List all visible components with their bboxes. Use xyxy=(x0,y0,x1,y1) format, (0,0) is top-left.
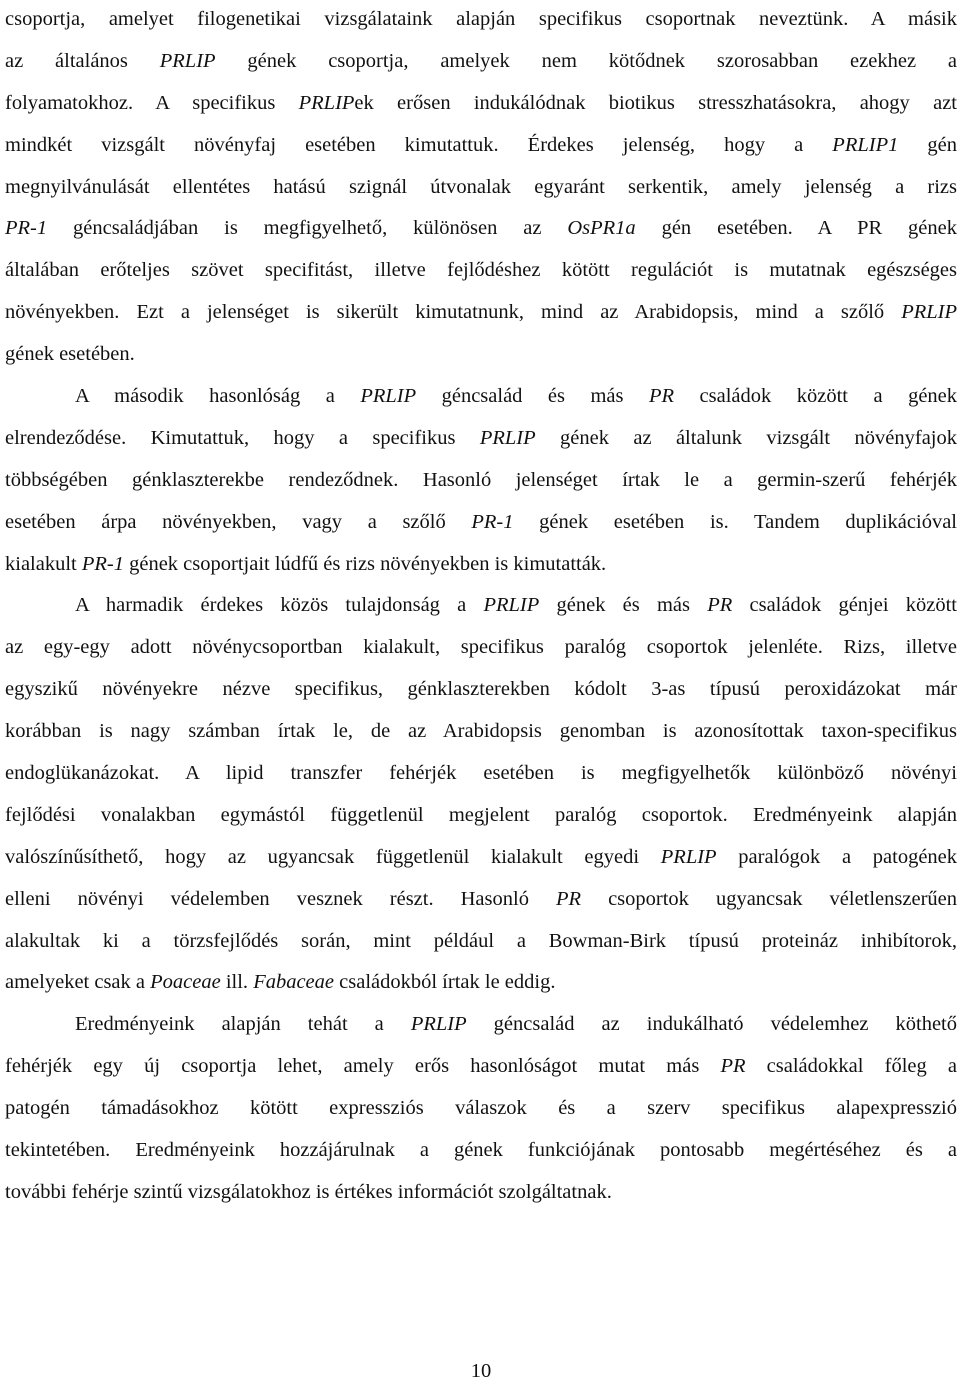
body-text xyxy=(5,0,957,1214)
text-run: további fehérje szintű vizsgálatokhoz is értékes információt szolgáltatnak. xyxy=(5,1180,612,1203)
text-line xyxy=(5,921,957,963)
text-run: folyamatokhoz. A specifikus xyxy=(5,91,299,114)
text-line xyxy=(5,585,957,627)
italic-term: OsPR1a xyxy=(567,217,636,240)
text-run: gének csoportja, amelyek nem kötődnek szorosabban ezekhez a xyxy=(215,49,958,72)
text-run: csoportja, amelyet filogenetikai vizsgálataink alapján specifikus csoportnak neveztünk. A másik xyxy=(5,8,957,30)
document-page xyxy=(5,0,957,1384)
text-line xyxy=(5,208,957,250)
text-line xyxy=(5,795,957,837)
italic-term: Fabaceae xyxy=(253,971,335,994)
text-line xyxy=(5,879,957,921)
text-run: gének csoportjait lúdfű és rizs növényekben is kimutatták. xyxy=(123,552,607,575)
text-run: géncsalád az indukálható védelemhez köthető xyxy=(466,1013,957,1036)
text-line xyxy=(5,376,957,418)
text-line xyxy=(5,334,957,376)
text-run: családokból írtak le eddig. xyxy=(334,971,556,994)
text-line xyxy=(5,711,957,753)
text-line xyxy=(5,1088,957,1130)
italic-term: PRLIP xyxy=(479,426,536,449)
text-run: családokkal főleg a xyxy=(745,1055,958,1078)
italic-term: PR-1 xyxy=(5,217,48,240)
text-run: családok génjei között xyxy=(732,594,958,617)
text-run: az általános xyxy=(5,49,160,72)
text-run: kialakult xyxy=(5,552,82,575)
italic-term: PRLIP xyxy=(483,594,540,617)
text-run: korábban is nagy számban írtak le, de az Arabidopsis genomban is azonosítottak taxon-specifikus xyxy=(5,720,957,743)
page-number: 10 xyxy=(470,1360,492,1382)
text-line xyxy=(5,1046,957,1088)
text-run: géncsaládjában is megfigyelhető, különösen az xyxy=(47,217,568,240)
text-run: esetében árpa növényekben, vagy a szőlő xyxy=(5,510,472,533)
italic-term: PR xyxy=(720,1055,746,1078)
text-run: csoportok ugyancsak véletlenszerűen xyxy=(581,887,958,910)
text-run: géncsalád és más xyxy=(416,385,649,408)
text-run: gén xyxy=(898,133,957,156)
text-line xyxy=(5,41,957,83)
text-run: A második hasonlóság a xyxy=(75,385,361,408)
text-run: tekintetében. Eredményeink hozzájárulnak a gének funkciójának pontosabb megértéséhez és a xyxy=(5,1139,957,1162)
text-run: egyszikű növényekre nézve specifikus, génklaszterekben kódolt 3-as típusú peroxidázokat már xyxy=(5,678,957,701)
text-run: elrendeződése. Kimutattuk, hogy a specifikus xyxy=(5,426,480,449)
text-run: Eredményeink alapján tehát a xyxy=(75,1013,411,1036)
italic-term: PR xyxy=(556,887,582,910)
text-line xyxy=(5,250,957,292)
text-run: az egy-egy adott növénycsoportban kialakult, specifikus paralóg csoportok jelenléte. Rizs, illetve xyxy=(5,636,957,659)
text-run: A harmadik érdekes közös tulajdonság a xyxy=(75,594,484,617)
italic-term: PRLIP xyxy=(360,385,417,408)
text-line xyxy=(5,418,957,460)
text-run: gének esetében. xyxy=(5,343,135,366)
text-run: elleni növényi védelemben vesznek részt. Hasonló xyxy=(5,887,556,910)
text-run: patogén támadásokhoz kötött expressziós válaszok és a szerv specifikus alapexpresszió xyxy=(5,1097,957,1120)
italic-term: PRLIP1 xyxy=(832,133,899,156)
text-line xyxy=(5,0,957,41)
text-run: valószínűsíthető, hogy az ugyancsak függetlenül kialakult egyedi xyxy=(5,845,661,868)
text-run: családok között a gének xyxy=(674,385,958,408)
italic-term: PR-1 xyxy=(81,552,124,575)
text-line xyxy=(5,669,957,711)
text-line xyxy=(5,83,957,125)
text-line xyxy=(5,753,957,795)
text-line xyxy=(5,502,957,544)
text-run: ill. xyxy=(220,971,254,994)
text-run: növényekben. Ezt a jelenséget is sikerült kimutatnunk, mind az Arabidopsis, mind a szőlő xyxy=(5,301,902,324)
text-run: amelyeket csak a xyxy=(5,971,151,994)
text-run: gének az általunk vizsgált növényfajok xyxy=(535,426,957,449)
italic-term: PR xyxy=(649,385,675,408)
text-run: gének esetében is. Tandem duplikációval xyxy=(513,510,957,533)
text-run: gén esetében. A PR gének xyxy=(635,217,957,240)
italic-term: PR-1 xyxy=(471,510,514,533)
italic-term: PRLIP xyxy=(901,301,957,324)
text-run: endoglükanázokat. A lipid transzfer fehérjék esetében is megfigyelhetők különböző növényi xyxy=(5,762,957,785)
italic-term: PRLIP xyxy=(660,845,717,868)
text-run: paralógok a patogének xyxy=(716,845,958,868)
text-run: gének és más xyxy=(539,594,708,617)
text-line xyxy=(5,544,957,586)
text-line xyxy=(5,837,957,879)
text-line xyxy=(5,627,957,669)
text-line xyxy=(5,1004,957,1046)
text-run: általában erőteljes szövet specifitást, illetve fejlődéshez kötött regulációt is mutatnak egészséges xyxy=(5,259,957,282)
text-run: mindkét vizsgált növényfaj esetében kimutattuk. Érdekes jelenség, hogy a xyxy=(5,133,833,156)
text-line xyxy=(5,1172,957,1214)
text-line xyxy=(5,167,957,209)
text-line xyxy=(5,962,957,1004)
text-run: ek erősen indukálódnak biotikus stresszhatásokra, ahogy azt xyxy=(354,91,957,114)
text-line xyxy=(5,125,957,167)
italic-term: Poaceae xyxy=(150,971,221,994)
text-run: alakultak ki a törzsfejlődés során, mint például a Bowman-Birk típusú proteináz inhibítorok, xyxy=(5,929,957,952)
text-line xyxy=(5,292,957,334)
italic-term: PR xyxy=(707,594,733,617)
text-run: fehérjék egy új csoportja lehet, amely erős hasonlóságot mutat más xyxy=(5,1055,721,1078)
text-line xyxy=(5,460,957,502)
italic-term: PRLIP xyxy=(159,49,216,72)
text-run: többségében génklaszterekbe rendeződnek. Hasonló jelenséget írtak le a germin-szerű fehérjék xyxy=(5,468,957,491)
text-run: fejlődési vonalakban egymástól függetlenül megjelent paralóg csoportok. Eredményeink alapján xyxy=(5,803,957,826)
text-line xyxy=(5,1130,957,1172)
italic-term: PRLIP xyxy=(298,91,355,114)
italic-term: PRLIP xyxy=(410,1013,467,1036)
text-run: megnyilvánulását ellentétes hatású szignál útvonalak egyaránt serkentik, amely jelenség a rizs xyxy=(5,175,957,198)
